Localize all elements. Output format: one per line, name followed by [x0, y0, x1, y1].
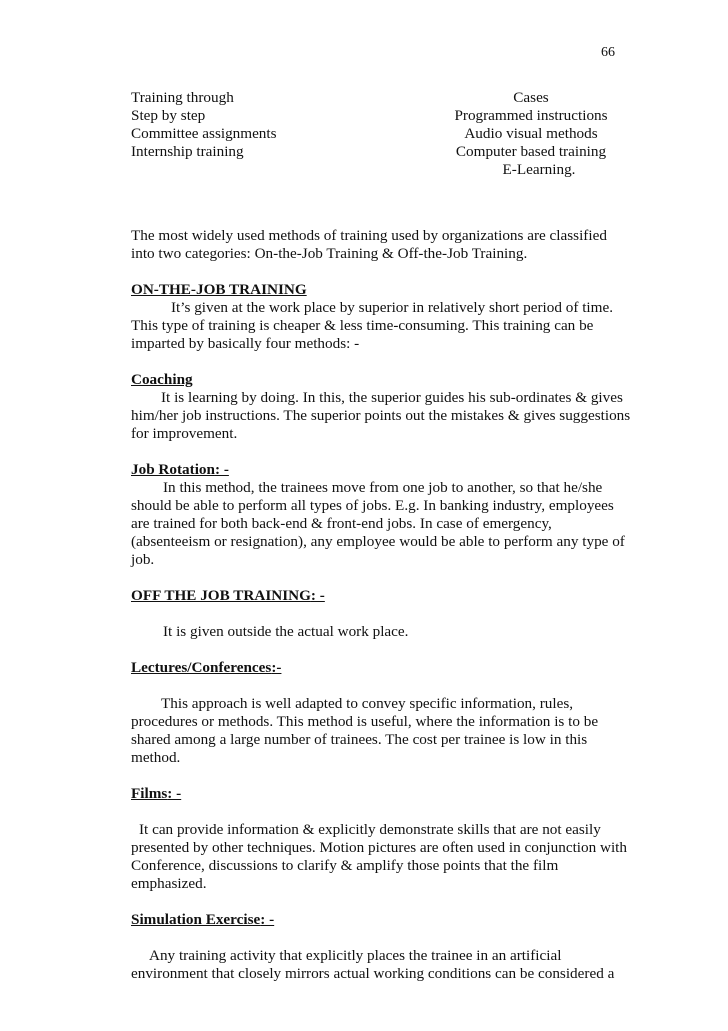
- section-paragraph: It is learning by doing. In this, the superior guides his sub-ordinates & gives him/her job instructions. The superior points out the mistakes & gives suggestions for improvement.: [131, 389, 631, 442]
- section-heading: [131, 659, 631, 677]
- list-right-item: E-Learning.: [502, 161, 576, 178]
- section-paragraph: In this method, the trainees move from one job to another, so that he/she should be able to perform all types of jobs. E.g. In banking industry, employees are trained for both back-end & front-end jobs. In case of emergency, (absenteeism or resignation), any employee would be able to perform any type of job.: [131, 479, 625, 568]
- list-row: [131, 125, 631, 143]
- spacer: [131, 929, 631, 947]
- page-number: 66: [601, 45, 615, 60]
- section-paragraph: It is given outside the actual work place.: [163, 623, 409, 640]
- section-heading: [131, 281, 631, 299]
- spacer: [131, 605, 631, 623]
- heading-text: OFF THE JOB TRAINING: [131, 587, 311, 604]
- heading-text: Simulation Exercise: [131, 911, 261, 928]
- list-right-item: Audio visual methods: [464, 125, 598, 142]
- list-row: [131, 89, 631, 107]
- heading-text: Job Rotation: [131, 461, 215, 478]
- section-heading: [131, 785, 631, 803]
- heading-suffix: : -: [167, 785, 182, 802]
- heading-suffix: :-: [271, 659, 282, 676]
- list-row: [131, 107, 631, 125]
- section-heading: [131, 911, 631, 929]
- list-right-item: Programmed instructions: [454, 107, 608, 124]
- list-right-item: Cases: [513, 89, 549, 106]
- heading-text: Coaching: [131, 371, 193, 388]
- heading-suffix: : -: [214, 461, 229, 478]
- list-left-item: [131, 161, 407, 179]
- section-paragraph: This approach is well adapted to convey specific information, rules, procedures or methods. This method is useful, where the information is to be shared among a large number of trainees. The cost per trainee is low in this method.: [131, 695, 599, 766]
- list-row: [131, 143, 631, 161]
- section-heading: [131, 461, 631, 479]
- page-content: [131, 89, 631, 983]
- list-left-item: Training through: [131, 89, 234, 106]
- list-row: [131, 161, 631, 179]
- list-left-item: Step by step: [131, 107, 206, 124]
- list-left-item: Internship training: [131, 143, 244, 160]
- spacer: [131, 803, 631, 821]
- intro-paragraph: The most widely used methods of training used by organizations are classified into two categories: On-the-Job Training & Off-the-Job Training.: [131, 227, 607, 262]
- heading-text: ON-THE-JOB TRAINING: [131, 281, 307, 298]
- section-paragraph: Any training activity that explicitly places the trainee in an artificial environment that closely mirrors actual working conditions can be considered a: [131, 947, 615, 982]
- heading-text: Films: [131, 785, 168, 802]
- section-heading: [131, 587, 631, 605]
- training-methods-list: [131, 89, 631, 179]
- heading-suffix: : -: [260, 911, 275, 928]
- list-left-item: Committee assignments: [131, 125, 277, 142]
- heading-text: Lectures/Conferences: [131, 659, 272, 676]
- section-paragraph: It can provide information & explicitly demonstrate skills that are not easily presented by other techniques. Motion pictures are often used in conjunction with Conference, discussions to clarify & amplify those points that the film emphasized.: [131, 821, 627, 892]
- section-heading: [131, 371, 631, 389]
- heading-suffix: : -: [310, 587, 325, 604]
- section-paragraph: It’s given at the work place by superior in relatively short period of time. This type of training is cheaper & less time-consuming. This training can be imparted by basically four methods: -: [131, 299, 614, 352]
- list-right-item: Computer based training: [455, 143, 607, 160]
- spacer: [131, 677, 631, 695]
